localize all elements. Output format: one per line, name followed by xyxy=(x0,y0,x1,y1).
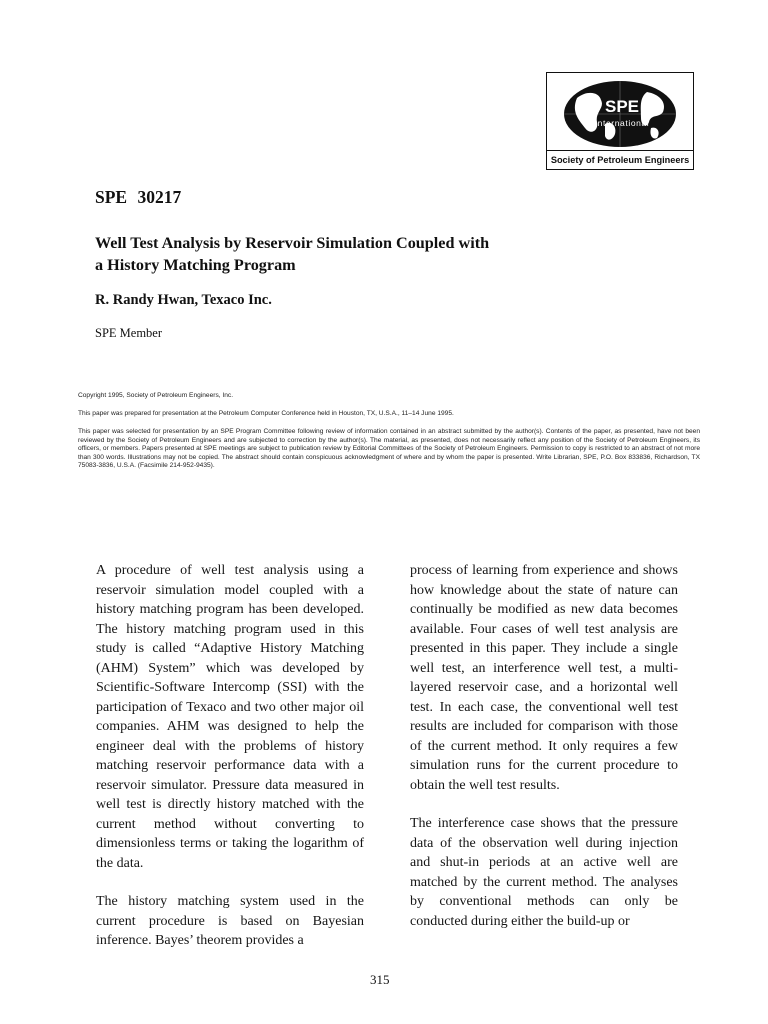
paragraph: The interference case shows that the pressure data of the observation well during injection and shut-in periods at an active well are matched by the current method. The analyses by conventional methods can only be conducted during either the build-up or xyxy=(410,816,678,929)
globe-icon xyxy=(555,78,685,150)
spe-logo xyxy=(546,72,694,170)
body-column-left xyxy=(96,561,364,970)
author-line: R. Randy Hwan, Texaco Inc. xyxy=(95,292,272,308)
title-line-1: Well Test Analysis by Reservoir Simulation Coupled with xyxy=(95,234,490,252)
page-number: 315 xyxy=(370,972,390,987)
title-line-2: a History Matching Program xyxy=(95,256,296,274)
logo-caption: Society of Petroleum Engineers xyxy=(547,150,693,169)
paragraph: The history matching system used in the current procedure is based on Bayesian inference. Bayes’ theorem provides a xyxy=(96,894,364,948)
paper-number: SPE 30217 xyxy=(95,187,182,207)
paragraph: process of learning from experience and shows how knowledge about the state of nature can continually be modified as new data becomes available. Four cases of well test analysis are presented in this paper. They include a single well test, an interference well test, a multi-layered reservoir case, and a horizontal well test. In each case, the conventional well test results are included for comparison with those of the current method. It only requires a few simulation runs for the current procedure to obtain the well test results. xyxy=(410,563,678,793)
copyright-notice: Copyright 1995, Society of Petroleum Engineers, Inc. xyxy=(78,392,234,399)
review-disclaimer: This paper was selected for presentation by an SPE Program Committee following review of information contained in an abstract submitted by the author(s). Contents of the paper, as presented, have not been reviewed by the Society of Petroleum Engineers and are subjected to correction by the author(s). The material, as presented, does not necessarily reflect any position of the Society of Petroleum Engineers, its officers, or members. Papers presented at SPE meetings are subject to publication review by Editorial Committees of the Society of Petroleum Engineers. Permission to copy is restricted to an abstract of not more than 300 words. Illustrations may not be copied. The abstract should contain conspicuous acknowledgment of where and by whom the paper is presented. Write Librarian, SPE, P.O. Box 833836, Richardson, TX 75083-3836, U.S.A. (Facsimile 214-952-9435). xyxy=(78,428,700,470)
paragraph: A procedure of well test analysis using a reservoir simulation model coupled with a history matching program has been developed. The history matching program used in this study is called “Adaptive History Matching (AHM) System” which was developed by Scientific-Software Intercomp (SSI) with the participation of Texaco and two other major oil companies. AHM was designed to help the engineer deal with the problems of history matching reservoir performance data with a reservoir simulator. Pressure data measured in well test is directly history matched with the current method without converting to dimensionless terms or taking the logarithm of the data. xyxy=(96,563,364,871)
conference-note: This paper was prepared for presentation at the Petroleum Computer Conference held in Houston, TX, U.S.A., 11–14 June 1995. xyxy=(78,410,454,417)
membership: SPE Member xyxy=(95,326,163,340)
body-column-right xyxy=(410,561,678,950)
paper-title xyxy=(95,232,565,276)
logo-mark: SPE xyxy=(604,97,640,116)
logo-sub: International xyxy=(594,118,650,128)
